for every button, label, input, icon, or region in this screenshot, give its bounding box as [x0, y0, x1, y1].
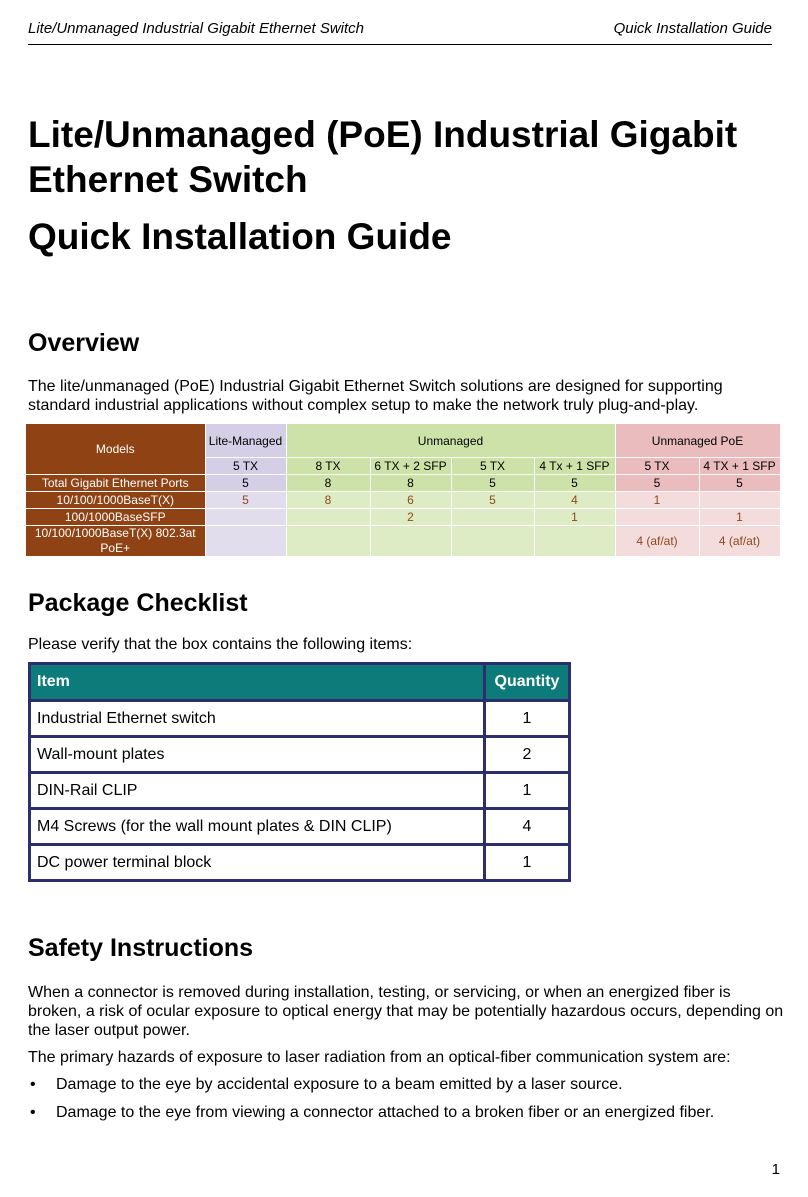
hazard-list	[28, 1075, 788, 1131]
page-header	[28, 18, 772, 45]
overview-text: The lite/unmanaged (PoE) Industrial Gigabit Ethernet Switch solutions are designed for supporting standard industrial applications without complex setup to make the network truly plug-and-play.	[28, 378, 723, 414]
item-name: DC power terminal block	[30, 845, 485, 881]
table-cell	[699, 492, 780, 509]
models-table	[26, 424, 781, 557]
table-cell	[451, 509, 534, 526]
table-row	[26, 509, 780, 526]
row-label: Total Gigabit Ethernet Ports	[26, 475, 205, 492]
models-label: Models	[26, 424, 205, 475]
table-cell: 1	[699, 509, 780, 526]
table-cell	[205, 526, 286, 557]
table-cell	[534, 526, 615, 557]
table-row	[30, 845, 570, 881]
column-header: 5 TX	[451, 458, 534, 475]
table-cell: 4 (af/at)	[699, 526, 780, 557]
header-guide-title: Quick Installation Guide	[613, 20, 772, 37]
table-row	[30, 809, 570, 845]
bullet-icon: •	[30, 1104, 36, 1121]
list-item-text: Damage to the eye by accidental exposure to a beam emitted by a laser source.	[56, 1076, 623, 1093]
table-cell	[286, 509, 370, 526]
item-quantity: 1	[485, 773, 570, 809]
table-cell	[286, 526, 370, 557]
table-cell: 5	[699, 475, 780, 492]
page-number: 1	[771, 1161, 780, 1178]
table-cell: 8	[286, 475, 370, 492]
group-unmanaged: Unmanaged	[286, 424, 615, 458]
table-row	[26, 475, 780, 492]
column-header: 5 TX	[615, 458, 699, 475]
list-item-text: Damage to the eye from viewing a connector attached to a broken fiber or an energized fiber.	[56, 1104, 715, 1121]
table-cell	[370, 526, 451, 557]
header-doc-title: Lite/Unmanaged Industrial Gigabit Ethernet Switch	[28, 20, 365, 37]
list-item	[28, 1075, 788, 1103]
column-header-item: Item	[30, 664, 485, 701]
table-cell: 4	[534, 492, 615, 509]
table-cell	[615, 509, 699, 526]
item-quantity: 1	[485, 701, 570, 737]
table-cell	[451, 526, 534, 557]
document-title: Lite/Unmanaged (PoE) Industrial Gigabit Ethernet Switch	[28, 114, 738, 200]
column-header-quantity: Quantity	[485, 664, 570, 701]
item-name: Wall-mount plates	[30, 737, 485, 773]
table-cell: 5	[451, 492, 534, 509]
column-header: 5 TX	[205, 458, 286, 475]
table-cell: 5	[205, 475, 286, 492]
group-unmanaged-poe: Unmanaged PoE	[615, 424, 780, 458]
table-cell: 5	[451, 475, 534, 492]
group-lite-managed: Lite-Managed	[205, 424, 286, 458]
item-quantity: 4	[485, 809, 570, 845]
column-header: 8 TX	[286, 458, 370, 475]
table-cell: 8	[370, 475, 451, 492]
table-row	[26, 526, 780, 557]
table-row	[26, 492, 780, 509]
column-header: 4 TX + 1 SFP	[699, 458, 780, 475]
row-label: 100/1000BaseSFP	[26, 509, 205, 526]
table-cell: 6	[370, 492, 451, 509]
item-name: Industrial Ethernet switch	[30, 701, 485, 737]
table-cell: 5	[615, 475, 699, 492]
table-cell: 4 (af/at)	[615, 526, 699, 557]
checklist-heading: Package Checklist	[28, 589, 248, 617]
table-cell: 1	[534, 509, 615, 526]
table-cell: 2	[370, 509, 451, 526]
overview-heading: Overview	[28, 329, 140, 357]
bullet-icon: •	[30, 1076, 36, 1093]
table-cell: 5	[534, 475, 615, 492]
table-cell: 8	[286, 492, 370, 509]
safety-heading: Safety Instructions	[28, 934, 254, 962]
table-cell: 5	[205, 492, 286, 509]
safety-paragraph-2: The primary hazards of exposure to laser radiation from an optical-fiber communication system are:	[28, 1049, 731, 1066]
safety-paragraph-1: When a connector is removed during installation, testing, or servicing, or when an energized fiber is broken, a risk of ocular exposure to optical energy that may be potentially hazardous occurs, depending on the laser output power.	[28, 984, 784, 1039]
checklist-intro: Please verify that the box contains the following items:	[28, 636, 413, 653]
column-header: 6 TX + 2 SFP	[370, 458, 451, 475]
table-cell: 1	[615, 492, 699, 509]
table-row	[30, 773, 570, 809]
row-label: 10/100/1000BaseT(X)	[26, 492, 205, 509]
table-row	[30, 701, 570, 737]
item-name: DIN-Rail CLIP	[30, 773, 485, 809]
item-name: M4 Screws (for the wall mount plates & DIN CLIP)	[30, 809, 485, 845]
document-subtitle: Quick Installation Guide	[28, 216, 452, 257]
column-header: 4 Tx + 1 SFP	[534, 458, 615, 475]
item-quantity: 2	[485, 737, 570, 773]
list-item	[28, 1103, 788, 1131]
table-cell	[205, 509, 286, 526]
item-quantity: 1	[485, 845, 570, 881]
checklist-table	[28, 662, 571, 882]
table-row	[30, 737, 570, 773]
row-label: 10/100/1000BaseT(X) 802.3at PoE+	[26, 526, 205, 557]
